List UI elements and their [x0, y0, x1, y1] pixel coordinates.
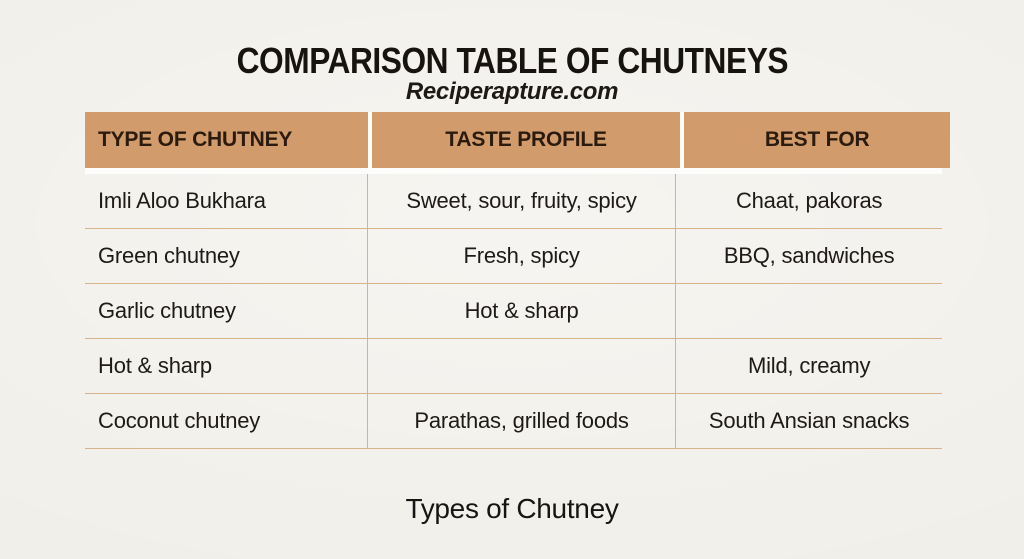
- cell-best-for: South Ansian snacks: [708, 408, 910, 433]
- cell-type-of-chutney: Garlic chutney: [85, 284, 368, 338]
- column-header-type-of-chutney: TYPE OF CHUTNEY: [85, 112, 368, 168]
- table-row: [85, 174, 942, 229]
- cell-type-of-chutney: Imli Aloo Bukhara: [85, 174, 368, 228]
- cell-taste-profile: [368, 339, 677, 393]
- table-header-row: [85, 112, 942, 174]
- table-row: [85, 394, 942, 449]
- cell-best-for: [676, 284, 942, 338]
- page-title: [0, 40, 1024, 82]
- cell-taste-profile: Sweet, sour, fruity, spicy: [368, 174, 677, 228]
- cell-best-for: Chaat, pakoras: [735, 188, 883, 213]
- page-subtitle: Reciperapture.com: [405, 78, 619, 105]
- column-header-best-for: BEST FOR: [684, 112, 950, 168]
- table-caption: Types of Chutney: [405, 493, 619, 524]
- table-row: [85, 339, 942, 394]
- cell-type-of-chutney: Hot & sharp: [85, 339, 368, 393]
- cell-taste-profile: Hot & sharp: [368, 284, 677, 338]
- cell-best-for: Mild, creamy: [747, 353, 871, 378]
- table-body: [85, 174, 942, 449]
- table-row: [85, 284, 942, 339]
- page-title-text: COMPARISON TABLE OF CHUTNEYS: [236, 40, 788, 81]
- column-header-taste-profile: TASTE PROFILE: [372, 112, 681, 168]
- table-row: [85, 229, 942, 284]
- cell-type-of-chutney: Green chutney: [85, 229, 368, 283]
- cell-type-of-chutney: Coconut chutney: [85, 394, 368, 448]
- comparison-table: [85, 112, 942, 449]
- cell-taste-profile: Fresh, spicy: [368, 229, 677, 283]
- cell-best-for: BBQ, sandwiches: [723, 243, 895, 268]
- cell-taste-profile: Parathas, grilled foods: [368, 394, 677, 448]
